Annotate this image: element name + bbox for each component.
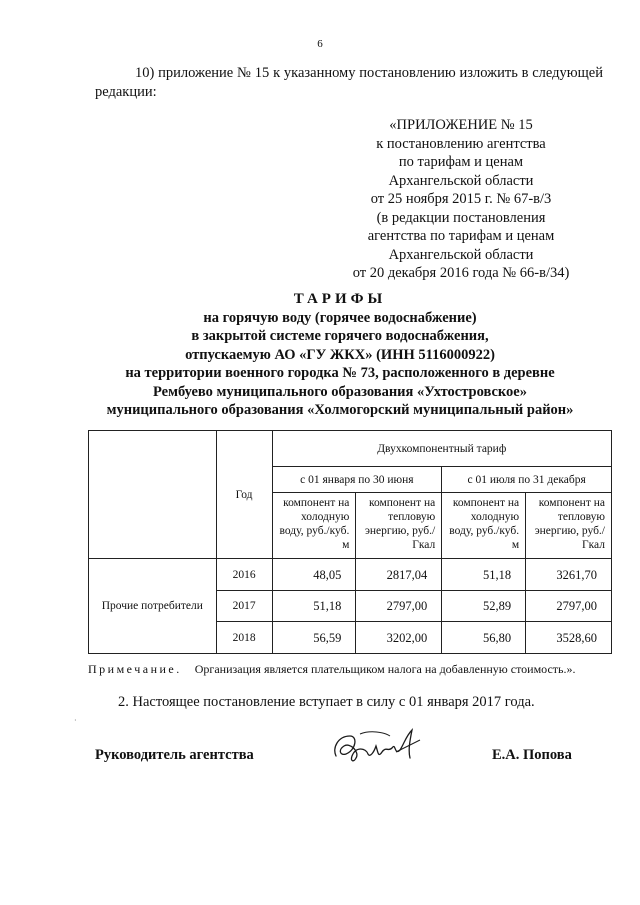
handwritten-signature: [330, 722, 426, 772]
value-cell: 51,18: [272, 591, 356, 622]
appendix-line: от 25 ноября 2015 г. № 67-в/3: [370, 191, 552, 207]
document-title: [80, 290, 600, 420]
appendix-header: [330, 116, 592, 283]
title-line: в закрытой системе горячего водоснабжения,: [191, 328, 489, 344]
title-line: отпускаемую АО «ГУ ЖКХ» (ИНН 5116000922): [185, 346, 495, 363]
component-header: компонент на тепловую энергию, руб./Гкал: [526, 493, 612, 559]
appendix-line: к постановлению агентства: [376, 135, 546, 152]
title-line: Рембуево муниципального образования «Ухтостровское»: [152, 383, 527, 400]
year-cell: 2016: [216, 559, 272, 591]
tariff-table: [88, 430, 612, 654]
category-cell: Прочие потребители: [89, 559, 217, 654]
appendix-line: «ПРИЛОЖЕНИЕ № 15: [389, 117, 533, 133]
signer-name: Е.А. Попова: [492, 747, 572, 763]
table-row: [89, 559, 612, 591]
appendix-line: Архангельской области: [388, 246, 534, 263]
value-cell: 56,59: [272, 622, 356, 654]
value-cell: 2797,00: [356, 591, 442, 622]
appendix-line: агентства по тарифам и ценам: [367, 228, 555, 244]
value-cell: 3261,70: [526, 559, 612, 591]
title-line: на горячую воду (горячее водоснабжение): [203, 309, 477, 326]
period-header: с 01 июля по 31 декабря: [442, 467, 612, 493]
value-cell: 2817,04: [356, 559, 442, 591]
category-header-cell: [89, 431, 217, 559]
period-header: с 01 января по 30 июня: [272, 467, 442, 493]
value-cell: 51,18: [442, 559, 526, 591]
intro-paragraph: 10) приложение № 15 к указанному постановлению изложить в следующей редакции:: [95, 65, 603, 100]
appendix-line: от 20 декабря 2016 года № 66-в/34): [352, 265, 570, 281]
appendix-line: (в редакции постановления: [376, 209, 546, 226]
value-cell: 3202,00: [356, 622, 442, 654]
component-header: компонент на холодную воду, руб./куб. м: [442, 493, 526, 559]
value-cell: 48,05: [272, 559, 356, 591]
appendix-line: Архангельской области: [388, 172, 534, 189]
note-text: Организация является плательщиком налога на добавленную стоимость.».: [194, 662, 576, 676]
title-heading: ТАРИФЫ: [293, 291, 387, 307]
note-label: Примечание.: [88, 662, 182, 676]
year-header: Год: [216, 431, 272, 559]
signer-title: Руководитель агентства: [95, 747, 254, 763]
scan-dot: ·: [74, 716, 77, 725]
title-line: на территории военного городка № 73, расположенного в деревне: [125, 365, 555, 381]
page-number: 6: [317, 38, 323, 50]
value-cell: 2797,00: [526, 591, 612, 622]
year-cell: 2018: [216, 622, 272, 654]
component-header: компонент на тепловую энергию, руб./Гкал: [356, 493, 442, 559]
value-cell: 3528,60: [526, 622, 612, 654]
table-note: [88, 662, 628, 677]
appendix-line: по тарифам и ценам: [398, 154, 524, 170]
group-header: Двухкомпонентный тариф: [272, 431, 612, 467]
effective-date-paragraph: 2. Настоящее постановление вступает в силу с 01 января 2017 года.: [118, 694, 535, 710]
value-cell: 56,80: [442, 622, 526, 654]
title-line: муниципального образования «Холмогорский муниципальный район»: [106, 402, 574, 418]
year-cell: 2017: [216, 591, 272, 622]
component-header: компонент на холодную воду, руб./куб. м: [272, 493, 356, 559]
value-cell: 52,89: [442, 591, 526, 622]
